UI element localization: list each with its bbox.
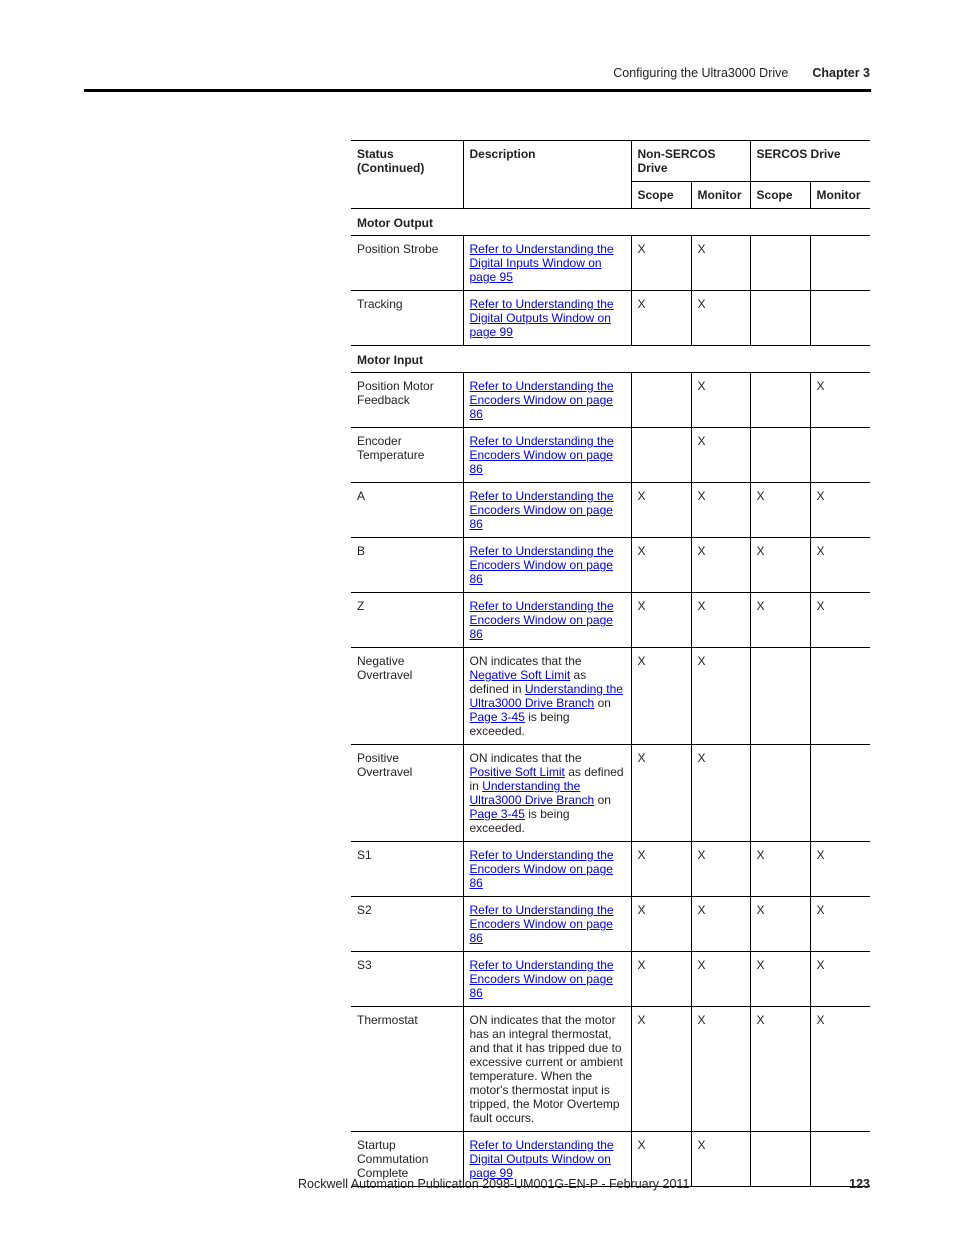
description-cell — [463, 897, 631, 952]
sercos-monitor-cell: X — [810, 373, 870, 428]
sercos-monitor-cell — [810, 291, 870, 346]
table-row — [351, 1007, 870, 1132]
non-sercos-scope-cell: X — [631, 291, 691, 346]
description-text: as defined in — [469, 668, 587, 696]
status-cell: S2 — [351, 897, 463, 952]
col-sercos-header: SERCOS Drive — [750, 141, 870, 182]
table-row — [351, 373, 870, 428]
sercos-scope-cell — [750, 428, 810, 483]
non-sercos-scope-cell — [631, 428, 691, 483]
col-status-header: Status (Continued) — [351, 141, 463, 209]
page-number: 123 — [849, 1177, 870, 1191]
sercos-scope-cell: X — [750, 897, 810, 952]
status-cell: B — [351, 538, 463, 593]
status-cell: Encoder Temperature — [351, 428, 463, 483]
description-cell — [463, 952, 631, 1007]
status-cell: Position Motor Feedback — [351, 373, 463, 428]
non-sercos-scope-cell: X — [631, 842, 691, 897]
sercos-scope-cell: X — [750, 538, 810, 593]
description-text: is being exceeded. — [469, 807, 570, 835]
sercos-monitor-cell: X — [810, 952, 870, 1007]
non-sercos-monitor-cell: X — [691, 538, 750, 593]
description-cell — [463, 483, 631, 538]
sercos-scope-cell: X — [750, 842, 810, 897]
non-sercos-monitor-cell: X — [691, 842, 750, 897]
table-row — [351, 842, 870, 897]
non-sercos-scope-cell: X — [631, 236, 691, 291]
status-cell: S3 — [351, 952, 463, 1007]
table-row — [351, 538, 870, 593]
sercos-scope-cell — [750, 1132, 810, 1187]
non-sercos-monitor-cell: X — [691, 236, 750, 291]
description-cell — [463, 842, 631, 897]
footer-publication: Rockwell Automation Publication 2098-UM001G-EN-P - February 2011 — [298, 1177, 690, 1191]
status-cell: A — [351, 483, 463, 538]
non-sercos-monitor-cell: X — [691, 1007, 750, 1132]
sercos-monitor-cell — [810, 236, 870, 291]
status-cell: Tracking — [351, 291, 463, 346]
description-text: ON indicates that the — [469, 654, 582, 668]
non-sercos-monitor-cell: X — [691, 483, 750, 538]
non-sercos-scope-cell: X — [631, 897, 691, 952]
page-link[interactable]: Page 3-45 — [469, 807, 525, 821]
non-sercos-scope-cell: X — [631, 538, 691, 593]
non-sercos-monitor-cell: X — [691, 593, 750, 648]
description-cell: ON indicates that the motor has an integral thermostat, and that it has tripped due to excessive current or ambient temperature. When the motor's thermostat input is tripped, the Motor Overtemp fault occurs. — [463, 1007, 631, 1132]
description-text: on — [594, 696, 611, 710]
description-link[interactable]: Refer to Understanding the Encoders Window on page 86 — [469, 434, 614, 476]
sercos-monitor-cell: X — [810, 897, 870, 952]
section-label: Motor Input — [351, 346, 870, 373]
sercos-monitor-cell: X — [810, 593, 870, 648]
status-table — [351, 140, 870, 1187]
table-row — [351, 236, 870, 291]
status-cell: Startup Commutation Complete — [351, 1132, 463, 1187]
sercos-scope-cell — [750, 745, 810, 842]
sercos-scope-cell: X — [750, 952, 810, 1007]
drive-branch-link[interactable]: Understanding the Ultra3000 Drive Branch — [469, 779, 595, 807]
sercos-monitor-cell — [810, 428, 870, 483]
non-sercos-monitor-cell: X — [691, 291, 750, 346]
table-row — [351, 483, 870, 538]
table-row — [351, 291, 870, 346]
sercos-monitor-cell — [810, 648, 870, 745]
non-sercos-monitor-cell: X — [691, 745, 750, 842]
description-link[interactable]: Refer to Understanding the Encoders Window on page 86 — [469, 903, 614, 945]
description-link[interactable]: Refer to Understanding the Encoders Window on page 86 — [469, 958, 614, 1000]
table-row — [351, 648, 870, 745]
status-cell: Positive Overtravel — [351, 745, 463, 842]
non-sercos-scope-cell: X — [631, 1132, 691, 1187]
non-sercos-monitor-cell: X — [691, 373, 750, 428]
sub-scope-header: Scope — [631, 182, 691, 209]
sercos-scope-cell — [750, 236, 810, 291]
soft-limit-link[interactable]: Positive Soft Limit — [469, 765, 565, 779]
description-text: is being exceeded. — [469, 710, 570, 738]
sercos-scope-cell: X — [750, 1007, 810, 1132]
sercos-scope-cell — [750, 373, 810, 428]
non-sercos-monitor-cell: X — [691, 648, 750, 745]
description-link[interactable]: Refer to Understanding the Encoders Window on page 86 — [469, 379, 614, 421]
description-cell — [463, 538, 631, 593]
table-row — [351, 593, 870, 648]
description-cell — [463, 428, 631, 483]
table-row — [351, 428, 870, 483]
section-label: Motor Output — [351, 209, 870, 236]
drive-branch-link[interactable]: Understanding the Ultra3000 Drive Branch — [469, 682, 623, 710]
description-link[interactable]: Refer to Understanding the Encoders Window on page 86 — [469, 489, 614, 531]
description-link[interactable]: Refer to Understanding the Encoders Window on page 86 — [469, 544, 614, 586]
description-text: on — [594, 793, 611, 807]
status-cell: Negative Overtravel — [351, 648, 463, 745]
chapter-label: Chapter 3 — [812, 66, 870, 80]
description-cell — [463, 291, 631, 346]
non-sercos-scope-cell: X — [631, 952, 691, 1007]
description-cell — [463, 593, 631, 648]
non-sercos-scope-cell: X — [631, 593, 691, 648]
sercos-monitor-cell: X — [810, 483, 870, 538]
description-link[interactable]: Refer to Understanding the Digital Outputs Window on page 99 — [469, 1138, 614, 1180]
sercos-monitor-cell: X — [810, 842, 870, 897]
status-cell: Position Strobe — [351, 236, 463, 291]
sercos-monitor-cell: X — [810, 1007, 870, 1132]
header-rule — [84, 89, 871, 92]
non-sercos-scope-cell: X — [631, 745, 691, 842]
description-text: ON indicates that the — [469, 751, 582, 765]
description-link[interactable]: Refer to Understanding the Digital Inputs Window on page 95 — [469, 242, 614, 284]
description-text: as defined in — [469, 765, 624, 793]
description-cell — [463, 373, 631, 428]
description-link[interactable]: Refer to Understanding the Digital Outputs Window on page 99 — [469, 297, 614, 339]
non-sercos-scope-cell: X — [631, 483, 691, 538]
non-sercos-monitor-cell: X — [691, 428, 750, 483]
section-row — [351, 346, 870, 373]
non-sercos-monitor-cell: X — [691, 897, 750, 952]
table-row — [351, 745, 870, 842]
page-link[interactable]: Page 3-45 — [469, 710, 525, 724]
sub-monitor-header: Monitor — [810, 182, 870, 209]
sercos-scope-cell: X — [750, 593, 810, 648]
table-row — [351, 897, 870, 952]
section-row — [351, 209, 870, 236]
col-non-sercos-header: Non-SERCOS Drive — [631, 141, 750, 182]
description-cell — [463, 745, 631, 842]
sub-monitor-header: Monitor — [691, 182, 750, 209]
non-sercos-scope-cell: X — [631, 648, 691, 745]
sercos-scope-cell: X — [750, 483, 810, 538]
table-row — [351, 952, 870, 1007]
page-header — [613, 66, 870, 80]
sercos-monitor-cell: X — [810, 538, 870, 593]
non-sercos-scope-cell: X — [631, 1007, 691, 1132]
status-cell: Thermostat — [351, 1007, 463, 1132]
sercos-scope-cell — [750, 648, 810, 745]
description-link[interactable]: Refer to Understanding the Encoders Window on page 86 — [469, 599, 614, 641]
sub-scope-header: Scope — [750, 182, 810, 209]
sercos-scope-cell — [750, 291, 810, 346]
sercos-monitor-cell — [810, 745, 870, 842]
soft-limit-link[interactable]: Negative Soft Limit — [469, 668, 571, 682]
col-description-header: Description — [463, 141, 631, 209]
non-sercos-monitor-cell: X — [691, 952, 750, 1007]
section-title: Configuring the Ultra3000 Drive — [613, 66, 789, 80]
description-cell — [463, 236, 631, 291]
status-cell: Z — [351, 593, 463, 648]
status-cell: S1 — [351, 842, 463, 897]
description-link[interactable]: Refer to Understanding the Encoders Window on page 86 — [469, 848, 614, 890]
non-sercos-monitor-cell: X — [691, 1132, 750, 1187]
description-cell — [463, 648, 631, 745]
non-sercos-scope-cell — [631, 373, 691, 428]
